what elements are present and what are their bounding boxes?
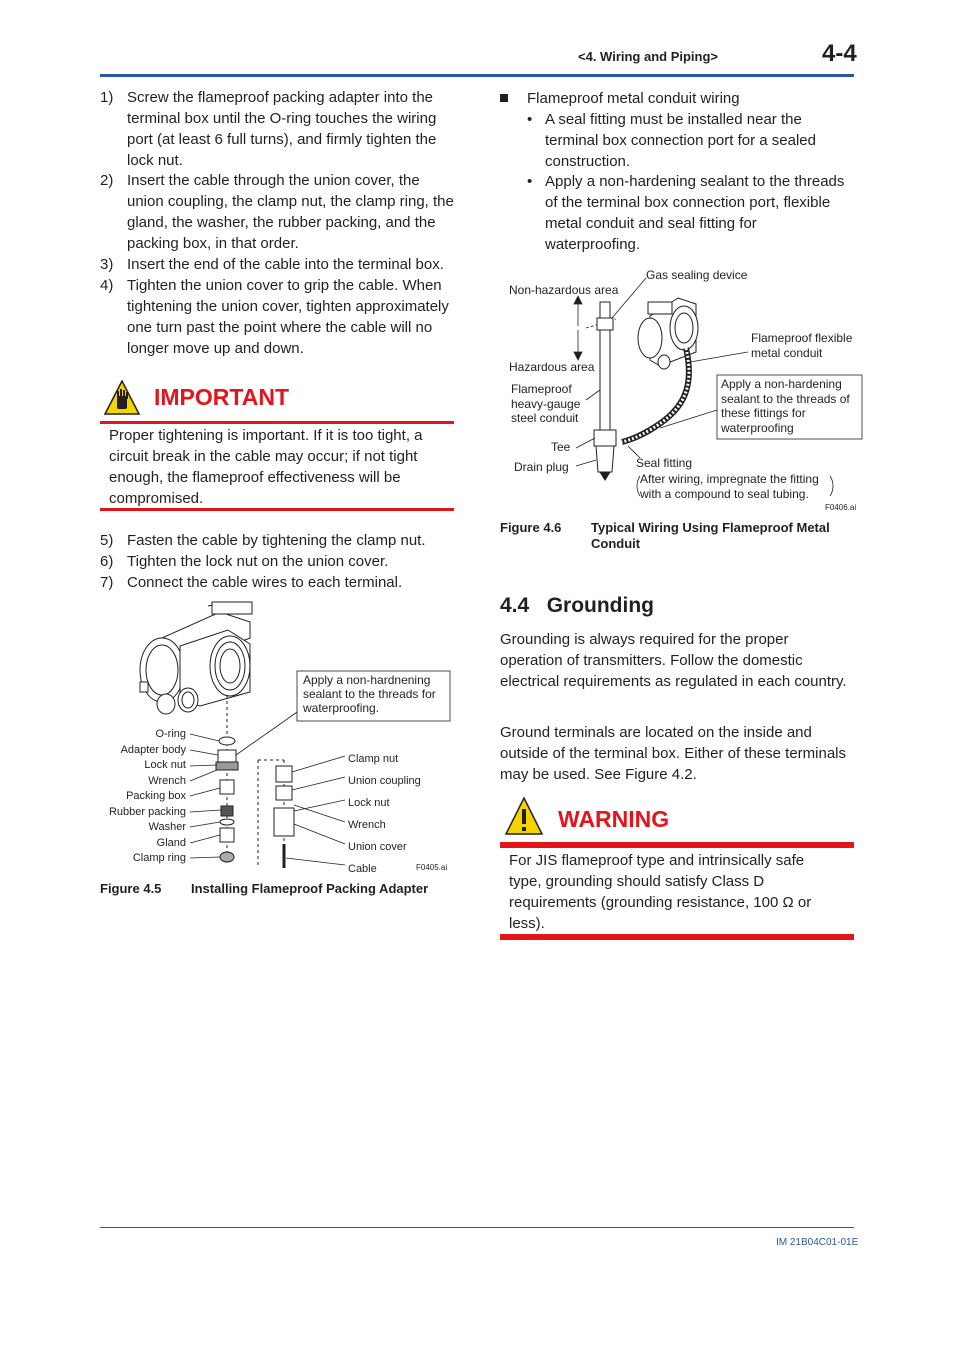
section-heading-grounding: 4.4 Grounding: [500, 594, 655, 617]
step-5: 5) Fasten the cable by tightening the clamp nut.: [100, 532, 426, 549]
warning-text: For JIS flameproof type and intrinsically safe type, grounding should satisfy Class D requirements (grounding resistance, 100 Ω or less).: [509, 852, 812, 932]
fig45-labels-left: [100, 727, 186, 867]
label-seal-fitting: Seal fitting: [636, 456, 693, 470]
label-rubber-packing: Rubber packing: [108, 805, 186, 818]
label-lock-nut-left: Lock nut: [144, 759, 186, 771]
label-adapter-body: Adapter body: [120, 743, 186, 756]
assembly-axis: [227, 695, 284, 868]
grounding-paragraph-1: Grounding is always required for the proper operation of transmitters. Follow the domestic electrical requirements as regulated in each country.: [500, 631, 847, 690]
sub-bullet-2: • Apply a non-hardening sealant to the threads of the terminal box connection port, flexible metal conduit and seal fitting for waterproofing.: [527, 173, 845, 253]
sub-bullet-1: • A seal fitting must be installed near the terminal box connection port for a sealed construction.: [527, 111, 816, 170]
warning-rule-bottom: [500, 934, 854, 940]
label-clamp-nut: Clamp nut: [348, 753, 399, 765]
label-wrench-right: Wrench: [348, 819, 386, 831]
label-packing-box: Packing box: [126, 790, 186, 802]
step-3: 3) Insert the end of the cable into the terminal box.: [100, 256, 444, 273]
label-cable: Cable: [348, 863, 377, 875]
label-union-cover: Union cover: [348, 841, 407, 853]
label-steel-conduit: Flameproof heavy-gauge steel conduit: [511, 382, 581, 425]
steel-conduit-pipe: [594, 302, 616, 480]
packing-parts-right: [274, 766, 294, 868]
label-gas-sealing: Gas sealing device: [646, 268, 748, 282]
step-7: 7) Connect the cable wires to each terminal.: [100, 574, 403, 591]
fig46-file: F0406.ai: [825, 503, 857, 512]
label-gland: Gland: [156, 836, 186, 849]
document-id: IM 21B04C01-01E: [776, 1237, 859, 1248]
important-text: Proper tightening is important. If it is too tight, a circuit break in the cable may occur; if not tight enough, the flameproof effectiveness will be compromised.: [109, 427, 423, 507]
step-4: 4) Tighten the union cover to grip the cable. When tightening the union cover, tighten approximately one turn past the point where the cable will no longer move up and down.: [100, 277, 449, 357]
bullet-square-icon: [500, 94, 508, 102]
label-clamp-ring: Clamp ring: [132, 852, 186, 864]
label-wrench-left: Wrench: [148, 774, 186, 787]
step-2: 2) Insert the cable through the union cover, the union coupling, the clamp nut, the clamp ring, the gland, the washer, the rubber packing, and the packing box, in that order.: [100, 172, 454, 252]
page-number: 4-4: [822, 40, 857, 67]
label-hazardous: Hazardous area: [509, 360, 595, 374]
leader-lines: [190, 710, 345, 865]
warning-triangle-icon: [504, 796, 544, 836]
conduit-bullet: Flameproof metal conduit wiring: [500, 88, 854, 109]
step-6: 6) Tighten the lock nut on the union cover.: [100, 553, 389, 570]
hand-icon: [104, 380, 140, 416]
label-drain-plug: Drain plug: [514, 460, 569, 474]
fig46-caption: Figure 4.6 Typical Wiring Using Flameproof Metal Conduit: [500, 520, 830, 551]
label-after-wiring: After wiring, impregnate the fitting with a compound to seal tubing.: [640, 472, 819, 501]
label-non-hazardous: Non-hazardous area: [509, 283, 619, 297]
grounding-paragraph-2: Ground terminals are located on the inside and outside of the terminal box. Either of these terminals may be used. See Figure 4.2.: [500, 724, 847, 783]
label-union-coupling: Union coupling: [348, 775, 421, 787]
fig45-file: F0405.ai: [416, 863, 448, 872]
warning-rule-top: [500, 842, 854, 848]
header-rule: [100, 74, 854, 77]
running-header-section: <4. Wiring and Piping>: [578, 49, 719, 64]
label-lock-nut-right: Lock nut: [348, 797, 390, 809]
label-tee: Tee: [551, 440, 571, 454]
step-1: 1) Screw the flameproof packing adapter into the terminal box until the O-ring touches the wiring port (at least 6 full turns), and firmly tighten the lock nut.: [100, 89, 437, 169]
label-o-ring: O-ring: [155, 728, 186, 740]
fig45-labels-right: [348, 748, 448, 880]
important-rule-bottom: [100, 508, 454, 511]
footer-rule: [100, 1227, 854, 1228]
label-flex-conduit: Flameproof flexible metal conduit: [751, 331, 853, 360]
label-washer: Washer: [148, 821, 186, 833]
transmitter-illustration: [140, 602, 252, 714]
important-title: IMPORTANT: [154, 384, 290, 410]
warning-title: WARNING: [558, 806, 670, 832]
important-rule-top: [100, 421, 454, 424]
fig45-note: Apply a non-hardnening sealant to the threads for waterproofing.: [303, 673, 436, 715]
fig46-note: Apply a non-hardening sealant to the threads of these fittings for waterproofing: [721, 377, 850, 435]
